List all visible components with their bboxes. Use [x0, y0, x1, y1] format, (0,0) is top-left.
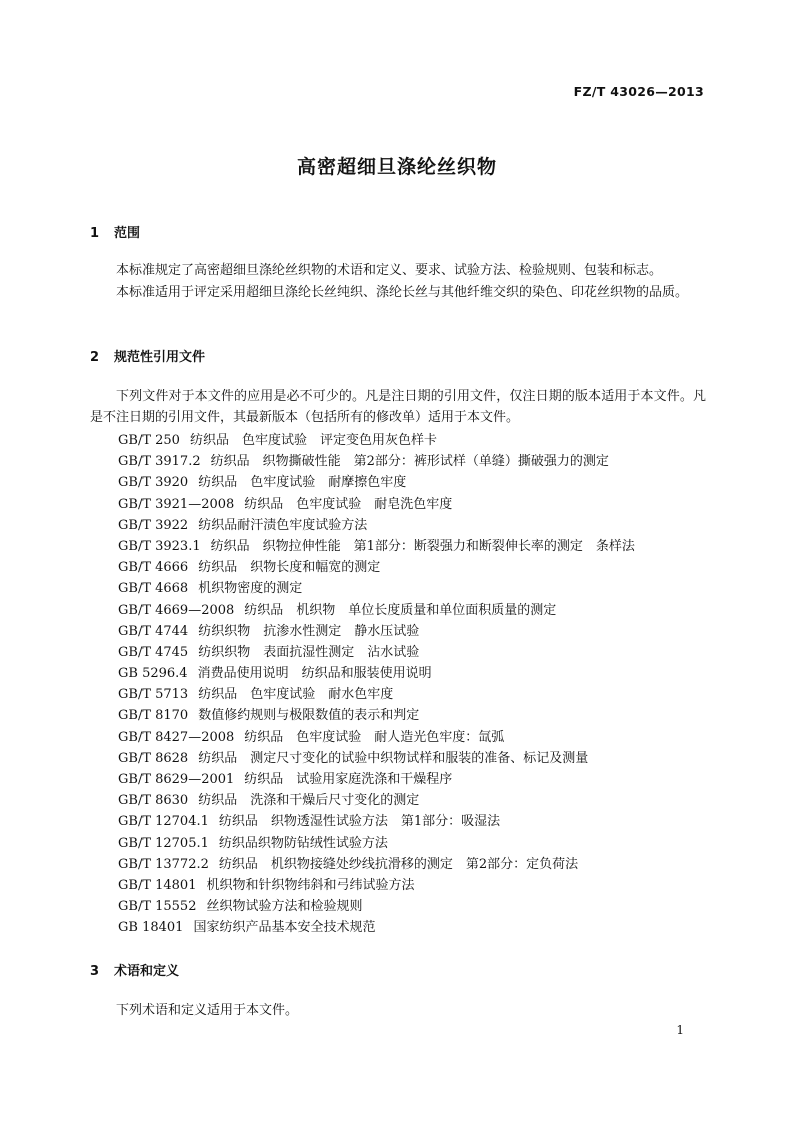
reference-title: 纺织品 色牢度试验 评定变色用灰色样卡: [189, 433, 437, 448]
reference-list: [118, 430, 635, 939]
reference-item: [118, 621, 635, 642]
reference-title: 数值修约规则与极限数值的表示和判定: [198, 708, 420, 724]
reference-code: GB/T 13772.2: [118, 856, 209, 872]
reference-item: [118, 472, 635, 493]
reference-code: GB/T 12705.1: [118, 835, 209, 851]
reference-item: [118, 515, 635, 536]
reference-item: [118, 600, 635, 621]
reference-item: [118, 875, 635, 896]
standard-code: FZ/T 43026—2013: [573, 84, 704, 99]
reference-code: GB/T 8170: [118, 708, 189, 724]
reference-title: 纺织品 机织物接缝处纱线抗滑移的测定 第2部分：定负荷法: [218, 856, 579, 872]
reference-title: 纺织织物 表面抗湿性测定 沾水试验: [198, 644, 420, 660]
reference-title: 纺织品耐汗渍色牢度试验方法: [198, 517, 368, 533]
reference-item: [118, 684, 635, 705]
reference-code: GB/T 250: [118, 433, 180, 448]
reference-item: [118, 811, 635, 832]
reference-title: 纺织品织物防钻绒性试验方法: [218, 835, 388, 851]
reference-item: [118, 536, 635, 557]
reference-title: 消费品使用说明 纺织品和服装使用说明: [197, 666, 432, 682]
reference-code: GB/T 4666: [118, 560, 189, 576]
reference-code: GB/T 8427—2008: [118, 729, 235, 745]
reference-title: 纺织品 色牢度试验 耐摩擦色牢度: [198, 475, 407, 491]
reference-code: GB/T 8630: [118, 793, 189, 809]
reference-item: [118, 854, 635, 875]
reference-item: [118, 557, 635, 578]
reference-title: 纺织品 织物撕破性能 第2部分：裤形试样（单缝）撕破强力的测定: [210, 454, 609, 470]
reference-item: [118, 833, 635, 854]
reference-item: [118, 430, 635, 451]
reference-code: GB/T 8629—2001: [118, 772, 235, 787]
terms-intro-paragraph: 下列术语和定义适用于本文件。: [116, 1003, 299, 1018]
reference-title: 机织物密度的测定: [198, 581, 303, 597]
section-heading-terms-definitions: [90, 960, 179, 979]
reference-code: GB/T 5713: [118, 687, 189, 703]
section-title: 术语和定义: [114, 964, 180, 979]
reference-code: GB/T 3922: [118, 517, 189, 533]
reference-title: 机织物和针织物纬斜和弓纬试验方法: [206, 877, 415, 893]
document-title: 高密超细旦涤纶丝织物: [296, 156, 497, 178]
reference-code: GB/T 4744: [118, 623, 189, 639]
page-number: 1: [676, 1023, 684, 1037]
scope-paragraph-1: 本标准规定了高密超细旦涤纶丝织物的术语和定义、要求、试验方法、检验规则、包装和标志。: [116, 263, 663, 278]
section-title: 规范性引用文件: [114, 350, 206, 365]
reference-title: 纺织品 机织物 单位长度质量和单位面积质量的测定: [244, 602, 557, 618]
references-intro-paragraph: 下列文件对于本文件的应用是必不可少的。凡是注日期的引用文件，仅注日期的版本适用于本文件。凡是不注日期的引用文件，其最新版本（包括所有的修改单）适用于本文件。: [90, 389, 706, 425]
reference-item: [118, 642, 635, 663]
reference-item: [118, 896, 635, 917]
reference-code: GB 5296.4: [118, 666, 188, 682]
reference-code: GB/T 12704.1: [118, 814, 209, 830]
reference-code: GB/T 3921—2008: [118, 496, 235, 512]
reference-title: 纺织品 织物长度和幅宽的测定: [198, 560, 381, 576]
reference-code: GB/T 3920: [118, 475, 189, 491]
reference-title: 纺织品 色牢度试验 耐水色牢度: [198, 687, 394, 703]
reference-code: GB/T 3917.2: [118, 454, 201, 470]
reference-title: 丝织物试验方法和检验规则: [206, 899, 363, 915]
reference-item: [118, 748, 635, 769]
reference-title: 纺织品 色牢度试验 耐人造光色牢度：氙弧: [244, 729, 505, 745]
reference-item: [118, 727, 635, 748]
section-heading-scope: [90, 222, 140, 241]
reference-item: [118, 578, 635, 599]
reference-code: GB/T 4669—2008: [118, 602, 235, 618]
reference-title: 纺织品 测定尺寸变化的试验中织物试样和服装的准备、标记及测量: [198, 750, 589, 766]
reference-title: 纺织品 试验用家庭洗涤和干燥程序: [244, 772, 453, 787]
reference-code: GB/T 14801: [118, 877, 197, 893]
reference-item: [118, 663, 635, 684]
reference-item: [118, 917, 635, 938]
reference-item: [118, 451, 635, 472]
reference-title: 纺织品 织物透湿性试验方法 第1部分：吸湿法: [218, 814, 501, 830]
reference-item: [118, 790, 635, 811]
reference-item: [118, 705, 635, 726]
reference-code: GB/T 4668: [118, 581, 189, 597]
reference-title: 纺织品 洗涤和干燥后尺寸变化的测定: [198, 793, 420, 809]
reference-title: 国家纺织产品基本安全技术规范: [193, 920, 376, 936]
reference-code: GB/T 3923.1: [118, 538, 201, 554]
section-number: 3: [90, 964, 100, 979]
section-number: 2: [90, 350, 100, 365]
section-title: 范围: [114, 226, 141, 241]
scope-paragraph-2: 本标准适用于评定采用超细旦涤纶长丝纯织、涤纶长丝与其他纤维交织的染色、印花丝织物的品质。: [116, 285, 689, 300]
reference-title: 纺织品 织物拉伸性能 第1部分：断裂强力和断裂伸长率的测定 条样法: [210, 538, 635, 554]
reference-code: GB/T 4745: [118, 644, 189, 660]
section-heading-normative-references: [90, 346, 205, 365]
reference-code: GB/T 15552: [118, 899, 197, 915]
reference-title: 纺织品 色牢度试验 耐皂洗色牢度: [244, 496, 453, 512]
reference-code: GB/T 8628: [118, 750, 189, 766]
reference-item: [118, 769, 635, 790]
reference-title: 纺织织物 抗渗水性测定 静水压试验: [198, 623, 420, 639]
section-number: 1: [90, 226, 100, 241]
reference-item: [118, 494, 635, 515]
reference-code: GB 18401: [118, 920, 184, 936]
